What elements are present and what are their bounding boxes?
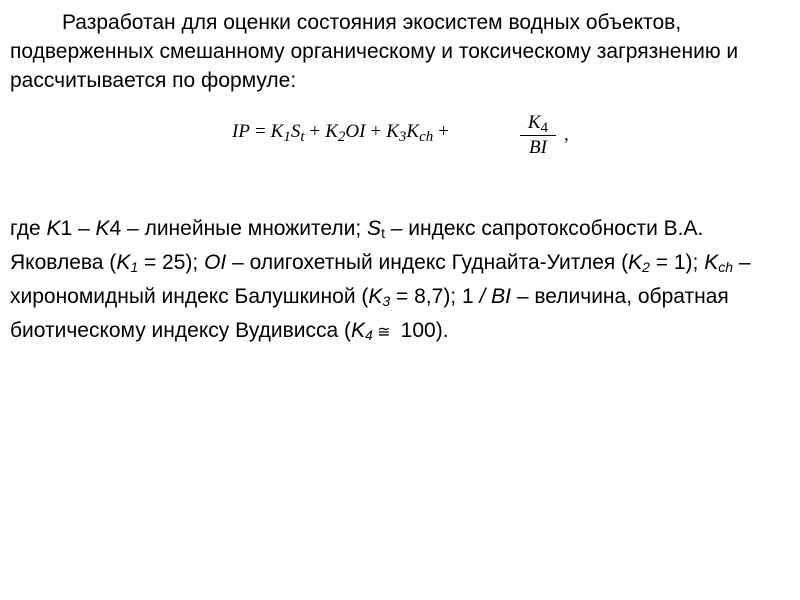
- formula-comma: ,: [564, 124, 569, 145]
- ip-formula: [232, 112, 592, 168]
- coefficients-paragraph: где K1 – K4 – линейные множители; $S_t$ – индекс сапротоксобности В.А. Яковлева $(K_1 = 25)$; OI – олигохетный индекс Гуднайта-Уитлея $(K_2 = 1)$; $K_{ch}$ – хирономидный индекс Балушкиной $(K_3 = 8,7)$; 1 / BI – величина, обратная биотическому индексу Вудивисса ($K_4$ ≅ 100).: [10, 214, 790, 350]
- fraction-bar: [520, 135, 556, 136]
- formula-left-part: IP = $K_1S_t + K_2OI + K_3K_{ch}$ +: [232, 121, 449, 145]
- approx-equal-symbol: ≅: [377, 324, 391, 341]
- formula-fraction: [520, 112, 556, 159]
- intro-text: Разработан для оценки состояния экосистем водных объектов, подверженных смешанному органическому и токсическому загрязнению и рассчитывается по формуле:: [10, 11, 739, 92]
- intro-paragraph: [10, 8, 790, 95]
- fraction-denominator: BI: [529, 137, 547, 158]
- fraction-numerator: $K_4$: [527, 112, 549, 136]
